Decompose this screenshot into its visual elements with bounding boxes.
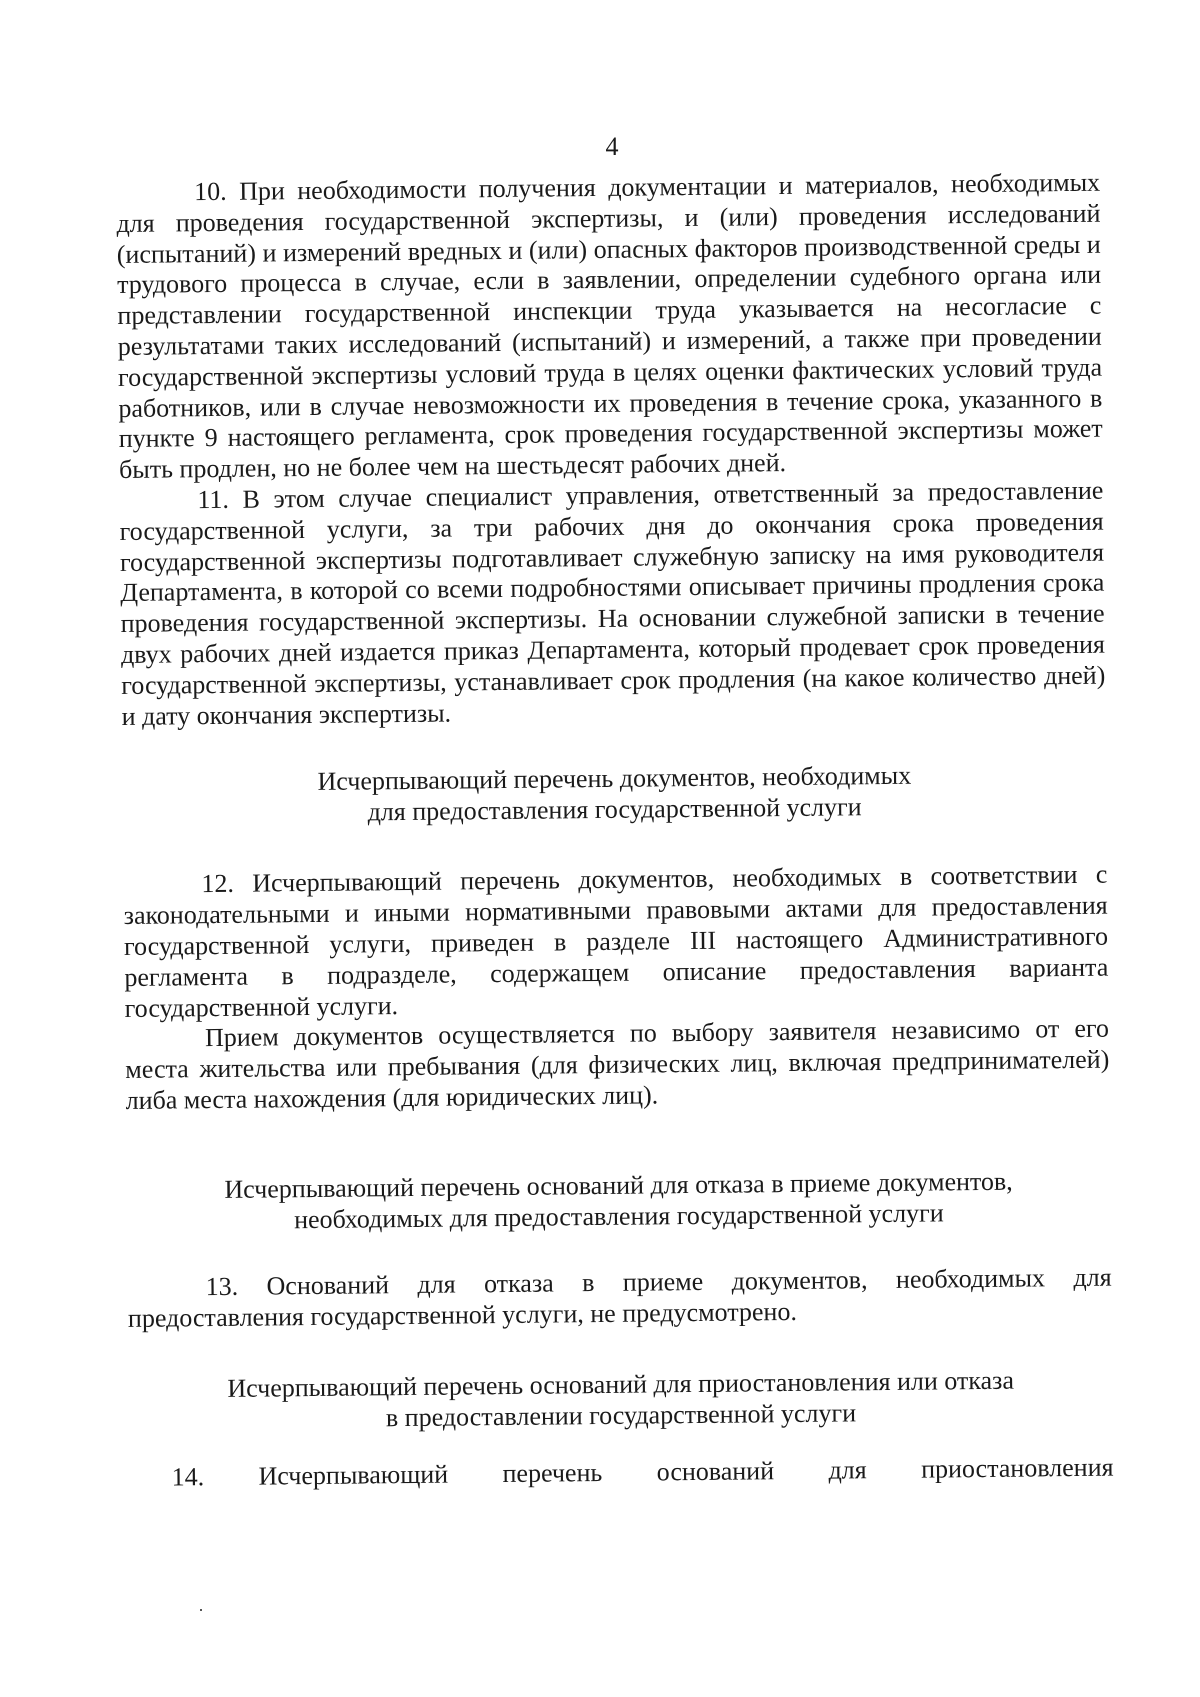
page-number: 4 (605, 132, 619, 161)
paragraph-10: 10. При необходимости получения документации и материалов, необходимых для проведения государственной экспертизы, и (или) проведения исследований (испытаний) и измерений вредных и (или) опасных факторов производственной среды и трудового процесса в случае, если в заявлении, определении судебного органа или представлении государственной инспекции труда указывается на несогласие с результатами таких исследований (испытаний) и измерений, а также при проведении государственной экспертизы условий труда в целях оценки фактических условий труда работников, или в случае невозможности их проведения в течение срока, указанного в пункте 9 настоящего регламента, срок проведения государственной экспертизы может быть продлен, но не более чем на шестьдесят рабочих дней. (116, 167, 1103, 485)
paragraph-12-continued: Прием документов осуществляется по выбору заявителя независимо от его места жительства или пребывания (для физических лиц, включая предпринимателей) либа места нахождения (для юридических лиц). (125, 1013, 1110, 1115)
word: Исчерпывающий (258, 1459, 449, 1491)
paragraph-13: 13. Оснований для отказа в приеме документов, необходимых для предоставления государственной услуги, не предусмотрено. (127, 1262, 1112, 1333)
paragraph-12: 12. Исчерпывающий перечень документов, необходимых в соответствии с законодательными и иными нормативными правовыми актами для предоставления государственной услуги, приведен в разделе III настоящего Административного регламента в подразделе, содержащем описание предоставления варианта государственной услуги. (123, 860, 1109, 1023)
heading-line: необходимых для предоставления государственной услуги (293, 1198, 944, 1234)
heading-line: Исчерпывающий перечень документов, необходимых (317, 761, 912, 797)
heading-line: Исчерпывающий перечень оснований для отказа в приеме документов, (224, 1166, 1013, 1204)
word: перечень (502, 1458, 603, 1489)
word: приостановления (920, 1452, 1114, 1484)
heading-line: Исчерпывающий перечень оснований для приостановления или отказа (227, 1365, 1015, 1404)
section-heading-suspension-reasons (129, 1364, 1114, 1436)
word: для (828, 1455, 867, 1485)
word: 14. (171, 1462, 205, 1492)
heading-line: для предоставления государственной услуги (367, 792, 862, 827)
document-body (116, 168, 1114, 1494)
section-heading-refusal-reasons (126, 1164, 1111, 1236)
word: оснований (656, 1456, 775, 1487)
heading-line: в предоставлении государственной услуги (385, 1398, 857, 1433)
paragraph-11: 11. В этом случае специалист управления, ответственный за предоставление государственной услуги, за три рабочих дня до окончания срока проведения государственной экспертизы подготавливает служебную записку на имя руководителя Департамента, в которой со всеми подробностями описывает причины продления срока проведения государственной экспертизы. На основании служебной записки в течение двух рабочих дней издается приказ Департамента, который продевает срок проведения государственной экспертизы, устанавливает срок продления (на какое количество дней) и дату окончания экспертизы. (119, 475, 1106, 731)
section-heading-documents (122, 758, 1107, 830)
scan-speck (200, 1609, 202, 1611)
